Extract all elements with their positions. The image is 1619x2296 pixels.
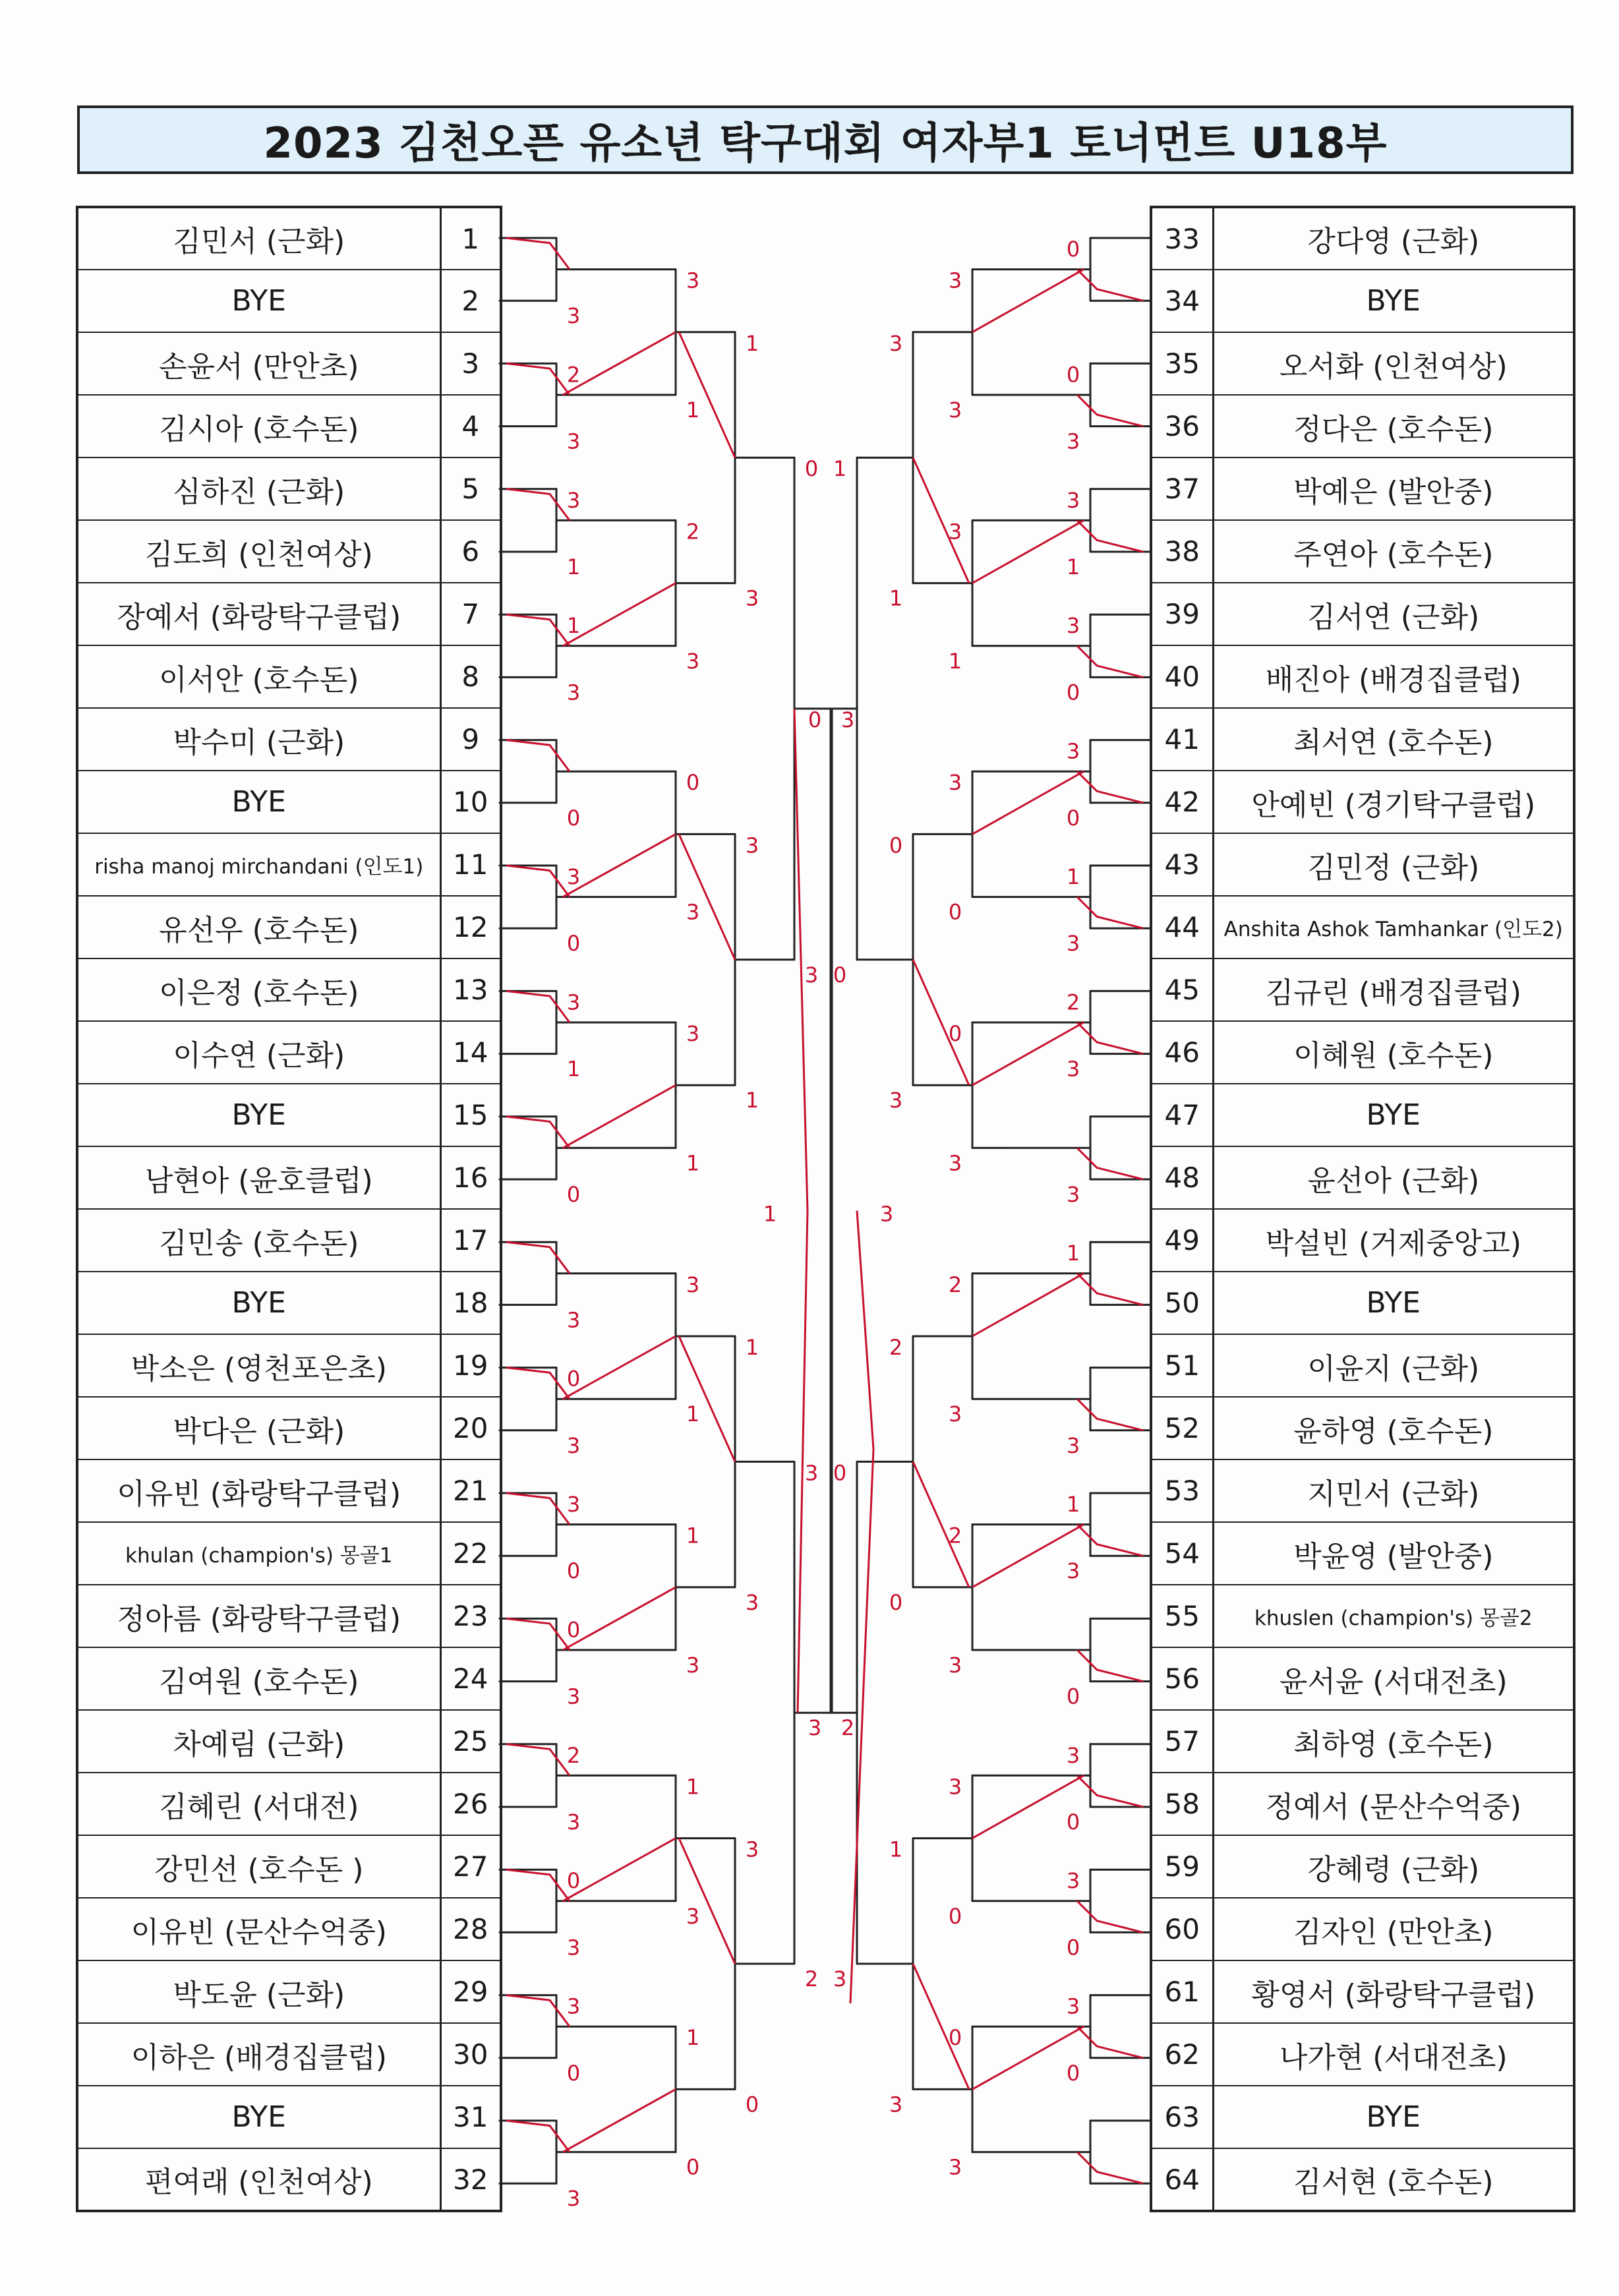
player-name: 최서연 (호수돈) — [1213, 708, 1574, 771]
left-r1-score-bottom: 3 — [566, 1307, 581, 1333]
player-name: 이유빈 (화랑탁구클럽) — [77, 1459, 440, 1522]
left-r2-score-top: 3 — [686, 1021, 700, 1046]
seed-number: 38 — [1151, 520, 1213, 583]
final-score-left: 1 — [763, 1201, 777, 1227]
seed-number: 47 — [1151, 1084, 1213, 1146]
left-r2-score-top: 1 — [686, 1774, 700, 1800]
right-r2-score-bottom: 3 — [948, 2154, 962, 2180]
right-r1-score-top: 0 — [1066, 362, 1080, 388]
seed-number: 34 — [1151, 270, 1213, 332]
right-r2-score-bottom: 3 — [948, 397, 962, 423]
winner-path — [506, 238, 570, 270]
player-name: BYE — [77, 270, 440, 332]
right-r5-score-bottom: 3 — [808, 1715, 822, 1741]
left-r1-score-bottom: 0 — [566, 2060, 581, 2086]
seed-number: 14 — [440, 1021, 501, 1084]
right-r2-score-top: 2 — [948, 1523, 962, 1548]
winner-path — [850, 1211, 873, 2003]
player-name: Anshita Ashok Tamhankar (인도2) — [1213, 896, 1574, 958]
winner-path — [506, 1117, 570, 1148]
winner-path — [1077, 2026, 1143, 2058]
player-name: 이하은 (배경집클럽) — [77, 2023, 440, 2086]
player-name: 김서연 (근화) — [1213, 583, 1574, 645]
seed-number: 37 — [1151, 457, 1213, 520]
winner-path — [1077, 1399, 1143, 1430]
right-r1-score-top: 2 — [1066, 989, 1080, 1015]
winner-path — [1077, 1274, 1143, 1305]
winner-path — [1077, 771, 1143, 803]
player-name: 윤하영 (호수돈) — [1213, 1397, 1574, 1459]
player-name: 지민서 (근화) — [1213, 1459, 1574, 1522]
player-name: BYE — [1213, 1084, 1574, 1146]
player-name: 배진아 (배경집클럽) — [1213, 645, 1574, 708]
right-r1-score-top: 0 — [1066, 237, 1080, 262]
seed-number: 58 — [1151, 1773, 1213, 1835]
winner-path — [1077, 1525, 1143, 1556]
left-r2-score-top: 0 — [686, 770, 700, 796]
left-r1-score-top: 2 — [566, 362, 581, 388]
seed-number: 39 — [1151, 583, 1213, 645]
player-name: BYE — [1213, 270, 1574, 332]
right-r4-score-bottom: 3 — [833, 1966, 847, 1991]
seed-number: 24 — [440, 1647, 501, 1710]
left-r1-score-top: 1 — [566, 613, 581, 639]
right-r2-score-top: 3 — [948, 519, 962, 545]
right-r5-score-top: 0 — [808, 707, 822, 732]
winner-path — [1077, 2152, 1143, 2184]
right-r1-score-bottom: 3 — [1066, 428, 1080, 454]
left-r2-score-bottom: 3 — [686, 899, 700, 925]
seed-number: 23 — [440, 1585, 501, 1647]
player-name: 김민서 (근화) — [77, 207, 440, 270]
left-r3-score-top: 3 — [745, 1837, 759, 1862]
seed-number: 32 — [440, 2148, 501, 2211]
seed-number: 18 — [440, 1272, 501, 1334]
player-name: 김민송 (호수돈) — [77, 1209, 440, 1272]
right-r2-score-top: 2 — [948, 1272, 962, 1297]
left-r2-score-top: 3 — [686, 1272, 700, 1297]
player-name: 편여래 (인천여상) — [77, 2148, 440, 2211]
winner-path — [1077, 897, 1143, 929]
seed-number: 54 — [1151, 1522, 1213, 1585]
right-r2-score-top: 3 — [948, 268, 962, 293]
player-name: 이은정 (호수돈) — [77, 958, 440, 1021]
player-name: BYE — [77, 2086, 440, 2148]
right-r1-score-bottom: 0 — [1066, 1684, 1080, 1709]
player-name: 정아름 (화랑탁구클럽) — [77, 1585, 440, 1647]
winner-path — [1077, 1022, 1143, 1054]
winner-path — [506, 866, 570, 897]
player-name: khulan (champion's) 몽골1 — [77, 1522, 440, 1585]
player-name: 안예빈 (경기탁구클럽) — [1213, 771, 1574, 833]
seed-number: 19 — [440, 1334, 501, 1397]
seed-number: 57 — [1151, 1710, 1213, 1773]
left-r1-score-top: 0 — [566, 1366, 581, 1392]
player-name: 김시아 (호수돈) — [77, 395, 440, 457]
right-r1-score-top: 1 — [1066, 1241, 1080, 1266]
seed-number: 59 — [1151, 1835, 1213, 1898]
seed-number: 9 — [440, 708, 501, 771]
winner-path — [506, 1368, 570, 1399]
winner-path — [1077, 1148, 1143, 1179]
seed-number: 12 — [440, 896, 501, 958]
seed-number: 51 — [1151, 1334, 1213, 1397]
winner-path — [506, 489, 570, 521]
player-name: 김여원 (호수돈) — [77, 1647, 440, 1710]
right-r1-score-bottom: 0 — [1066, 1810, 1080, 1835]
left-r1-score-top: 3 — [566, 989, 581, 1015]
left-r1-score-bottom: 3 — [566, 1684, 581, 1709]
seed-number: 33 — [1151, 207, 1213, 270]
seed-number: 49 — [1151, 1209, 1213, 1272]
right-r4-score-top: 0 — [833, 1460, 847, 1486]
winner-path — [563, 2089, 676, 2152]
seed-number: 46 — [1151, 1021, 1213, 1084]
winner-path — [506, 1493, 570, 1525]
right-r1-score-bottom: 3 — [1066, 1182, 1080, 1207]
player-name: 강다영 (근화) — [1213, 207, 1574, 270]
player-name: 주연아 (호수돈) — [1213, 520, 1574, 583]
seed-number: 5 — [440, 457, 501, 520]
seed-number: 26 — [440, 1773, 501, 1835]
winner-path — [506, 1995, 570, 2027]
left-r3-score-bottom: 1 — [745, 1088, 759, 1113]
left-r5-score-top: 3 — [840, 707, 855, 732]
right-r1-score-bottom: 1 — [1066, 554, 1080, 579]
seed-number: 8 — [440, 645, 501, 708]
left-r2-score-bottom: 3 — [686, 1903, 700, 1929]
right-r1-score-bottom: 3 — [1066, 1558, 1080, 1584]
winner-path — [563, 1085, 676, 1148]
winner-path — [1077, 1901, 1143, 1933]
left-r1-score-bottom: 3 — [566, 1432, 581, 1458]
left-r3-score-bottom: 0 — [745, 2092, 759, 2117]
left-r3-score-top: 3 — [745, 833, 759, 858]
player-name: 이서안 (호수돈) — [77, 645, 440, 708]
winner-path — [1077, 520, 1143, 552]
left-r1-score-bottom: 3 — [566, 2186, 581, 2212]
right-r1-score-bottom: 3 — [1066, 1432, 1080, 1458]
winner-path — [506, 740, 570, 772]
left-r1-score-bottom: 1 — [566, 554, 581, 579]
seed-number: 20 — [440, 1397, 501, 1459]
player-name: 김민정 (근화) — [1213, 833, 1574, 896]
player-name: 박수미 (근화) — [77, 708, 440, 771]
right-r1-score-bottom: 0 — [1066, 680, 1080, 705]
seed-number: 2 — [440, 270, 501, 332]
seed-number: 7 — [440, 583, 501, 645]
right-r2-score-top: 3 — [948, 1774, 962, 1800]
seed-number: 61 — [1151, 1960, 1213, 2023]
player-name: 윤서윤 (서대전초) — [1213, 1647, 1574, 1710]
seed-number: 35 — [1151, 332, 1213, 395]
right-r1-score-bottom: 0 — [1066, 2060, 1080, 2086]
left-r1-score-bottom: 3 — [566, 1810, 581, 1835]
seed-number: 22 — [440, 1522, 501, 1585]
winner-path — [1077, 646, 1143, 678]
seed-number: 6 — [440, 520, 501, 583]
seed-number: 3 — [440, 332, 501, 395]
player-name: 윤선아 (근화) — [1213, 1146, 1574, 1209]
winner-path — [1077, 395, 1143, 427]
player-name: BYE — [77, 1272, 440, 1334]
right-r3-score-bottom: 3 — [889, 1088, 903, 1113]
player-name: 남현아 (윤호클럽) — [77, 1146, 440, 1209]
seed-number: 15 — [440, 1084, 501, 1146]
player-name: 김자인 (만안초) — [1213, 1898, 1574, 1960]
player-name: 최하영 (호수돈) — [1213, 1710, 1574, 1773]
left-r1-score-bottom: 3 — [566, 428, 581, 454]
winner-path — [506, 2121, 570, 2152]
player-name: 유선우 (호수돈) — [77, 896, 440, 958]
left-r4-score-bottom: 3 — [804, 962, 819, 987]
seed-number: 36 — [1151, 395, 1213, 457]
left-r1-score-top: 3 — [566, 1492, 581, 1517]
player-name: 손윤서 (만안초) — [77, 332, 440, 395]
player-name: 장예서 (화랑탁구클럽) — [77, 583, 440, 645]
player-name: 오서화 (인천여상) — [1213, 332, 1574, 395]
seed-number: 10 — [440, 771, 501, 833]
right-r2-score-bottom: 3 — [948, 1401, 962, 1427]
right-r1-score-top: 3 — [1066, 1742, 1080, 1768]
winner-path — [506, 1744, 570, 1776]
player-name: 차예림 (근화) — [77, 1710, 440, 1773]
player-name: 이유빈 (문산수억중) — [77, 1898, 440, 1960]
seed-number: 13 — [440, 958, 501, 1021]
player-name: 나가현 (서대전초) — [1213, 2023, 1574, 2086]
seed-number: 60 — [1151, 1898, 1213, 1960]
player-name: 김도희 (인천여상) — [77, 520, 440, 583]
seed-number: 43 — [1151, 833, 1213, 896]
right-r1-score-bottom: 0 — [1066, 1935, 1080, 1960]
left-r1-score-bottom: 0 — [566, 931, 581, 957]
left-r2-score-bottom: 1 — [686, 1401, 700, 1427]
right-r4-score-top: 1 — [833, 456, 847, 482]
right-r3-score-top: 0 — [889, 833, 903, 858]
left-r2-score-bottom: 1 — [686, 397, 700, 423]
winner-path — [794, 709, 808, 1713]
seed-number: 63 — [1151, 2086, 1213, 2148]
player-name: 박도윤 (근화) — [77, 1960, 440, 2023]
seed-number: 27 — [440, 1835, 501, 1898]
left-r2-score-bottom: 3 — [686, 1653, 700, 1678]
left-r3-score-top: 1 — [745, 1335, 759, 1360]
left-r3-score-top: 1 — [745, 330, 759, 356]
left-r1-score-bottom: 0 — [566, 805, 581, 831]
right-r1-score-top: 1 — [1066, 864, 1080, 889]
left-r1-score-top: 3 — [566, 864, 581, 889]
final-score-right: 3 — [879, 1201, 894, 1227]
player-name: 심하진 (근화) — [77, 457, 440, 520]
winner-path — [1077, 1650, 1143, 1682]
right-r1-score-top: 3 — [1066, 738, 1080, 764]
right-r3-score-bottom: 0 — [889, 1589, 903, 1615]
seed-number: 31 — [440, 2086, 501, 2148]
seed-number: 16 — [440, 1146, 501, 1209]
right-r3-score-top: 3 — [889, 330, 903, 356]
winner-path — [506, 614, 570, 646]
winner-path — [972, 1274, 1084, 1336]
player-name: 황영서 (화랑탁구클럽) — [1213, 1960, 1574, 2023]
left-r1-score-bottom: 0 — [566, 1558, 581, 1584]
left-r1-score-bottom: 3 — [566, 680, 581, 705]
seed-number: 40 — [1151, 645, 1213, 708]
right-r2-score-top: 3 — [948, 770, 962, 796]
right-r1-score-top: 3 — [1066, 1993, 1080, 2019]
winner-path — [506, 1869, 570, 1901]
player-name: BYE — [1213, 1272, 1574, 1334]
player-name: 김규린 (배경집클럽) — [1213, 958, 1574, 1021]
seed-number: 29 — [440, 1960, 501, 2023]
left-r1-score-top: 2 — [566, 1742, 581, 1768]
seed-number: 56 — [1151, 1647, 1213, 1710]
player-name: 이혜원 (호수돈) — [1213, 1021, 1574, 1084]
player-name: 박소은 (영천포은초) — [77, 1334, 440, 1397]
seed-number: 50 — [1151, 1272, 1213, 1334]
seed-number: 28 — [440, 1898, 501, 1960]
right-r1-score-top: 3 — [1066, 487, 1080, 513]
winner-path — [1077, 270, 1143, 301]
right-r3-score-bottom: 3 — [889, 2092, 903, 2117]
right-r2-score-bottom: 0 — [948, 1903, 962, 1929]
player-name: 이윤지 (근화) — [1213, 1334, 1574, 1397]
player-name: BYE — [1213, 2086, 1574, 2148]
seed-number: 48 — [1151, 1146, 1213, 1209]
player-name: 이수연 (근화) — [77, 1021, 440, 1084]
left-r1-score-top: 3 — [566, 1993, 581, 2019]
player-name: 강민선 (호수돈 ) — [77, 1835, 440, 1898]
right-r1-score-top: 3 — [1066, 1868, 1080, 1894]
right-r2-score-bottom: 1 — [948, 648, 962, 674]
seed-number: 21 — [440, 1459, 501, 1522]
left-r2-score-bottom: 1 — [686, 1150, 700, 1176]
left-r1-score-bottom: 3 — [566, 303, 581, 329]
left-r5-score-bottom: 2 — [840, 1715, 855, 1741]
left-r4-score-bottom: 2 — [804, 1966, 819, 1991]
winner-path — [679, 1336, 735, 1461]
right-r3-score-top: 1 — [889, 1837, 903, 1862]
right-r1-score-bottom: 0 — [1066, 805, 1080, 831]
left-r1-score-bottom: 0 — [566, 1182, 581, 1207]
right-r2-score-bottom: 0 — [948, 899, 962, 925]
seed-number: 30 — [440, 2023, 501, 2086]
right-r3-score-bottom: 1 — [889, 585, 903, 611]
left-r1-score-bottom: 1 — [566, 1056, 581, 1082]
winner-path — [679, 834, 735, 959]
right-r1-score-top: 3 — [1066, 613, 1080, 639]
left-r2-score-top: 3 — [686, 268, 700, 293]
winner-path — [506, 1242, 570, 1274]
winner-path — [972, 270, 1084, 332]
seed-number: 41 — [1151, 708, 1213, 771]
player-name: 박설빈 (거제중앙고) — [1213, 1209, 1574, 1272]
player-name: BYE — [77, 1084, 440, 1146]
player-name: khuslen (champion's) 몽골2 — [1213, 1585, 1574, 1647]
seed-number: 25 — [440, 1710, 501, 1773]
left-r4-score-top: 0 — [804, 456, 819, 482]
seed-number: 11 — [440, 833, 501, 896]
left-r2-score-bottom: 3 — [686, 648, 700, 674]
seed-number: 1 — [440, 207, 501, 270]
seed-number: 45 — [1151, 958, 1213, 1021]
winner-path — [506, 991, 570, 1022]
player-name: 김혜린 (서대전) — [77, 1773, 440, 1835]
right-r2-score-top: 0 — [948, 2025, 962, 2051]
page-title: 2023 김천오픈 유소년 탁구대회 여자부1 토너먼트 U18부 — [77, 105, 1574, 174]
left-r2-score-top: 2 — [686, 519, 700, 545]
player-name: 정예서 (문산수억중) — [1213, 1773, 1574, 1835]
left-r3-score-bottom: 3 — [745, 585, 759, 611]
right-r2-score-bottom: 3 — [948, 1150, 962, 1176]
left-r1-score-top: 0 — [566, 1868, 581, 1894]
right-r1-score-bottom: 3 — [1066, 931, 1080, 957]
seed-number: 52 — [1151, 1397, 1213, 1459]
seed-number: 42 — [1151, 771, 1213, 833]
player-name: risha manoj mirchandani (인도1) — [77, 833, 440, 896]
winner-path — [679, 332, 735, 457]
right-r1-score-top: 1 — [1066, 1492, 1080, 1517]
seed-number: 55 — [1151, 1585, 1213, 1647]
player-name: 정다은 (호수돈) — [1213, 395, 1574, 457]
winner-path — [1077, 1775, 1143, 1807]
left-r1-score-bottom: 3 — [566, 1935, 581, 1960]
left-r4-score-top: 3 — [804, 1460, 819, 1486]
seed-number: 64 — [1151, 2148, 1213, 2211]
player-name: 박다은 (근화) — [77, 1397, 440, 1459]
left-r3-score-bottom: 3 — [745, 1589, 759, 1615]
right-r1-score-bottom: 3 — [1066, 1056, 1080, 1082]
seed-number: 62 — [1151, 2023, 1213, 2086]
left-r2-score-bottom: 0 — [686, 2154, 700, 2180]
player-name: 강혜령 (근화) — [1213, 1835, 1574, 1898]
winner-path — [506, 1618, 570, 1650]
winner-path — [506, 363, 570, 395]
player-name: 박윤영 (발안중) — [1213, 1522, 1574, 1585]
right-r2-score-bottom: 3 — [948, 1653, 962, 1678]
right-r3-score-top: 2 — [889, 1335, 903, 1360]
left-r2-score-top: 1 — [686, 1523, 700, 1548]
left-r1-score-top: 3 — [566, 487, 581, 513]
seed-number: 53 — [1151, 1459, 1213, 1522]
right-r2-score-top: 0 — [948, 1021, 962, 1046]
player-name: BYE — [77, 771, 440, 833]
seed-number: 44 — [1151, 896, 1213, 958]
seed-number: 4 — [440, 395, 501, 457]
left-r1-score-top: 0 — [566, 1617, 581, 1643]
right-r4-score-bottom: 0 — [833, 962, 847, 987]
winner-path — [679, 1839, 735, 1964]
player-name: 김서현 (호수돈) — [1213, 2148, 1574, 2211]
left-r2-score-top: 1 — [686, 2025, 700, 2051]
player-name: 박예은 (발안중) — [1213, 457, 1574, 520]
seed-number: 17 — [440, 1209, 501, 1272]
